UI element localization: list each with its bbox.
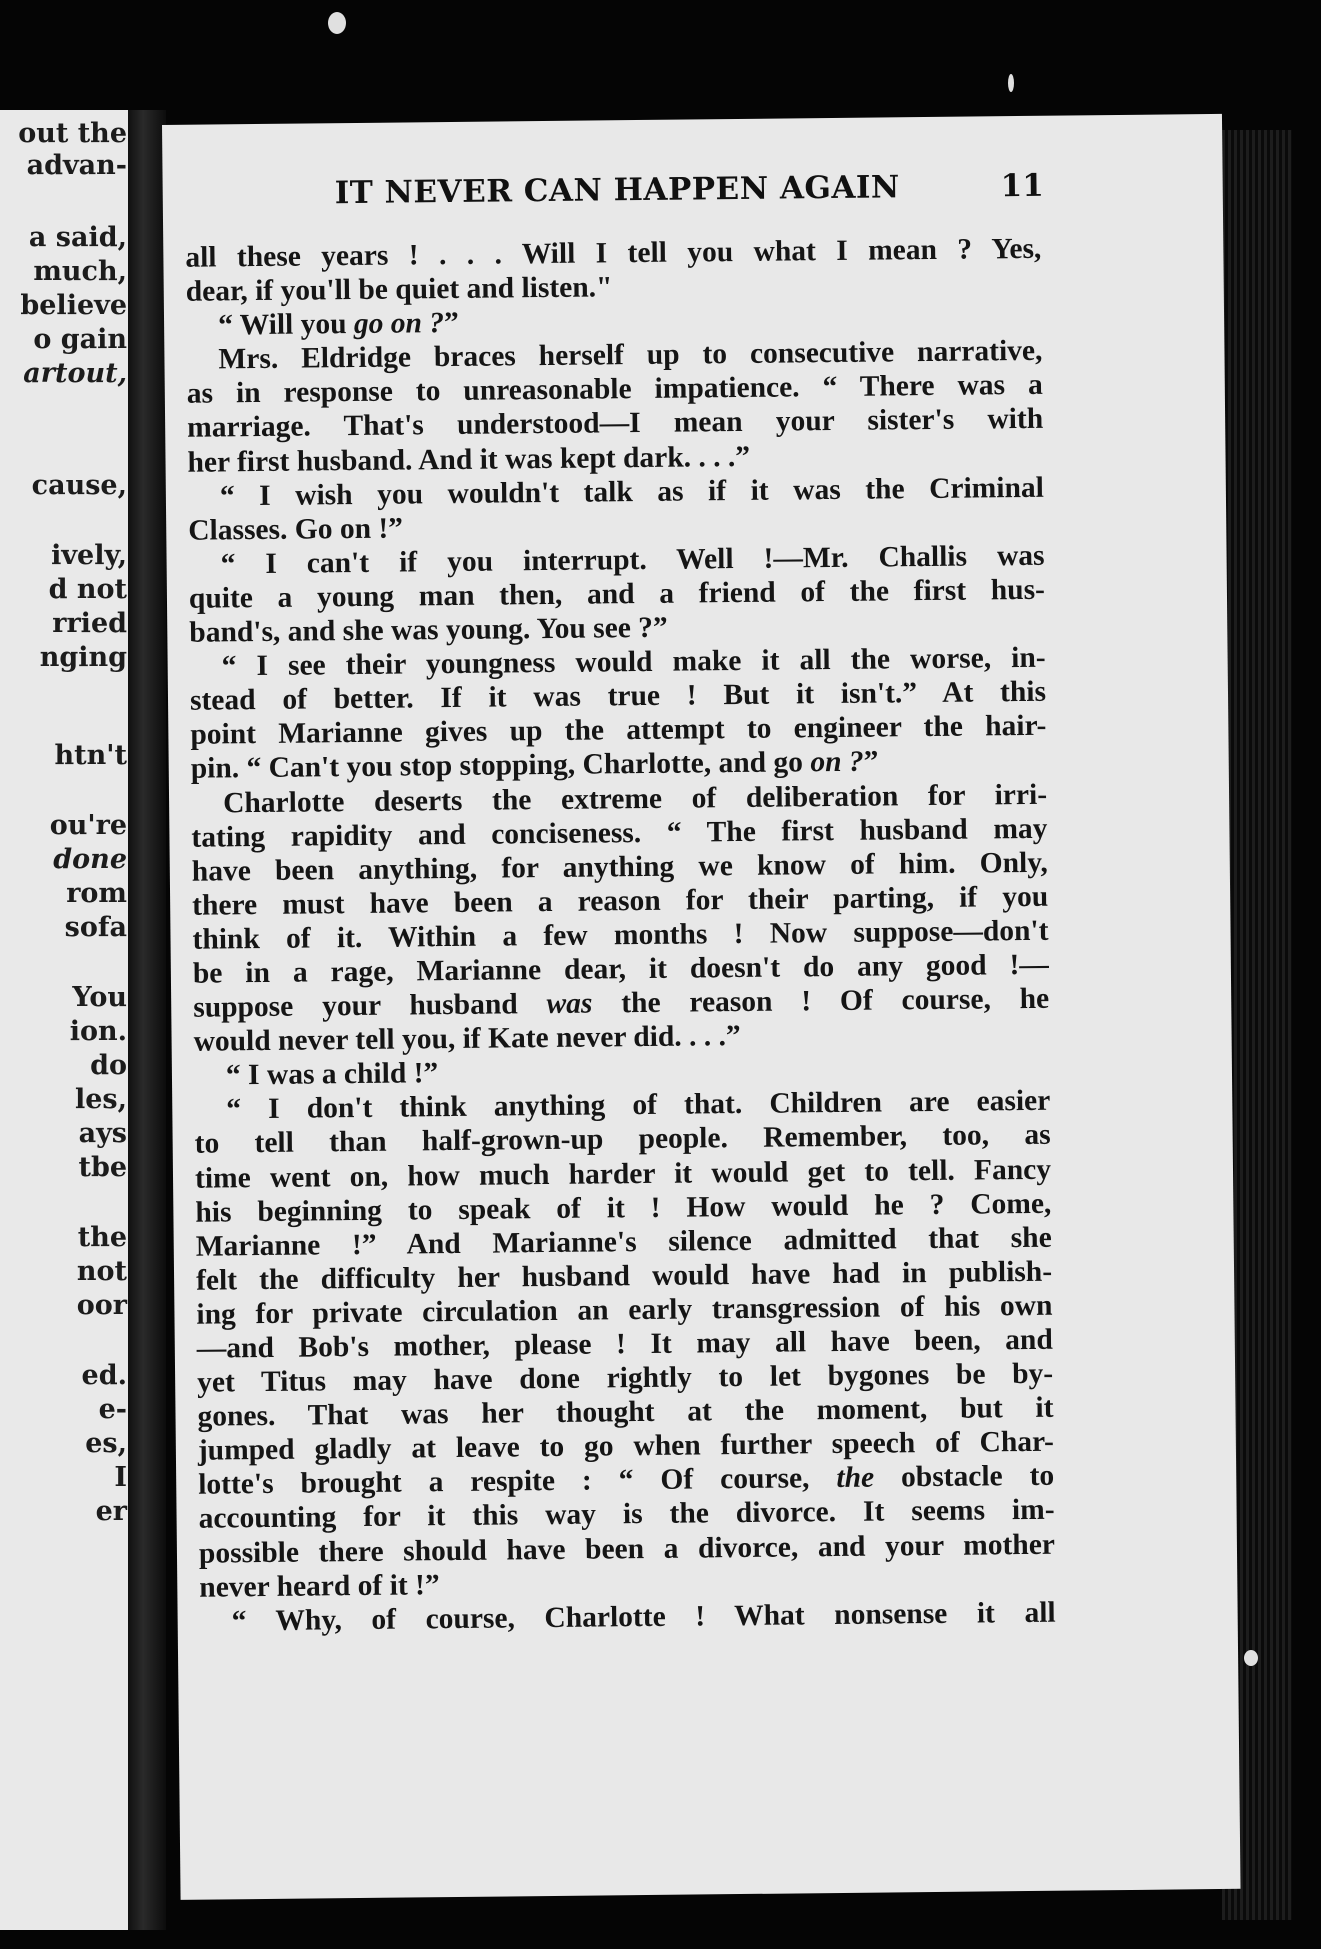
text-run: ing for private circulation an early transgression of his own (196, 1289, 1053, 1331)
text-run: time went on, how much harder it would get to tell. Fancy (194, 1153, 1052, 1195)
text-run: “ I see their youngness would make it all the worse, in- (221, 641, 1046, 683)
text-run: to tell than half-grown-up people. Remember, too, as (194, 1119, 1051, 1161)
left-page-fragment: ed. (81, 1360, 127, 1391)
text-run: stead of better. If it was true ! But it isn't.” At this (189, 675, 1047, 717)
left-page-fragment: not (76, 1256, 127, 1287)
text-run: the reason ! Of course, he (592, 982, 1050, 1020)
left-page-fragment: sofa (64, 912, 127, 943)
text-run: his beginning to speak of it ! How would he ? Come, (195, 1187, 1052, 1229)
text-run: there must have been a reason for their parting, if you (192, 880, 1049, 922)
text-run: as in response to unreasonable impatience. “ There was a (186, 369, 1043, 411)
text-run: Classes. Go on !” (188, 512, 404, 547)
text-run: yet Titus may have done rightly to let bygones be by- (197, 1357, 1054, 1399)
left-page-fragment: d not (48, 574, 127, 605)
text-run: ” (863, 745, 879, 779)
left-page-fragment: believe (20, 290, 127, 321)
left-page-fragment: es, (85, 1428, 127, 1459)
left-page-fragment: artout, (23, 358, 127, 389)
left-page-fragment: advan- (26, 150, 127, 181)
text-run: Mrs. Eldridge braces herself up to consecutive narrative, (218, 335, 1043, 376)
left-page-fragment: I (114, 1462, 127, 1493)
left-page-fragment: cause, (31, 470, 127, 501)
text-run: Marianne !” And Marianne's silence admitted that she (195, 1221, 1052, 1263)
text-run: point Marianne gives up the attempt to engineer the hair- (190, 710, 1047, 752)
book-page (162, 114, 1241, 1900)
text-run: her first husband. And it was kept dark. . . .” (187, 440, 751, 479)
left-page-fragment: er (95, 1496, 127, 1527)
body-text (185, 232, 1056, 1639)
italic-text: was (546, 987, 593, 1021)
text-run: felt the difficulty her husband would have had in publish- (195, 1255, 1053, 1297)
left-page-fragment: much, (33, 256, 127, 287)
text-run: “ Will you (217, 308, 355, 342)
text-run: have been anything, for anything we know of him. Only, (191, 846, 1048, 888)
left-page-fragment: tbe (78, 1152, 127, 1183)
text-run: be in a rage, Marianne dear, it doesn't do any good !— (192, 948, 1050, 990)
left-page-fragment: do (90, 1050, 127, 1081)
left-page-fragment: You (72, 982, 127, 1013)
text-run: possible there should have been a divorce, and your mother (198, 1528, 1056, 1570)
left-page-fragment: nging (39, 642, 127, 673)
left-page-fragment: o gain (33, 324, 127, 355)
text-run: Charlotte deserts the extreme of deliberation for irri- (222, 778, 1048, 819)
italic-text: the (836, 1461, 875, 1495)
previous-page (0, 110, 133, 1930)
page-number: 11 (1000, 167, 1045, 205)
text-run: never heard of it !” (199, 1568, 440, 1604)
text-run: “ I don't think anything of that. Children are easier (226, 1085, 1051, 1126)
running-header: IT NEVER CAN HAPPEN AGAIN (334, 169, 900, 212)
scan-speck (328, 12, 346, 34)
text-run: pin. “ Can't you stop stopping, Charlotte, and go (190, 746, 811, 786)
text-run: would never tell you, if Kate never did. . . .” (193, 1020, 741, 1058)
left-page-fragment: out the (18, 118, 127, 149)
left-page-fragment: rom (66, 878, 127, 909)
text-run: marriage. That's understood—I mean your sister's with (187, 403, 1044, 445)
left-page-fragment: ays (78, 1118, 127, 1149)
text-run: “ Why, of course, Charlotte ! What nonsense it all (231, 1596, 1056, 1638)
left-page-fragment: ou're (49, 810, 127, 841)
scan-speck (1008, 74, 1014, 92)
text-run: jumped gladly at leave to go when further speech of Char- (197, 1426, 1055, 1467)
left-page-fragment: ively, (51, 540, 127, 571)
left-page-fragment: e- (98, 1394, 127, 1425)
text-run: “ I wish you wouldn't talk as if it was the Criminal (219, 471, 1045, 513)
text-run: suppose your husband (193, 988, 547, 1024)
italic-text: on ? (810, 746, 864, 779)
italic-text: go on ? (353, 307, 445, 341)
left-page-fragment: done (53, 844, 127, 875)
book-gutter (128, 110, 166, 1930)
left-page-fragment: les, (74, 1084, 127, 1115)
text-run: tating rapidity and conciseness. “ The first husband may (191, 812, 1048, 854)
text-run: accounting for it this way is the divorce. It seems im- (198, 1494, 1055, 1536)
text-run: all these years ! . . . Will I tell you what I mean ? Yes, (185, 232, 1042, 274)
left-page-fragment: htn't (54, 740, 127, 771)
left-page-fragment: a said, (28, 222, 127, 253)
text-run: gones. That was her thought at the moment, but it (197, 1391, 1054, 1433)
text-run: “ I was a child !” (225, 1057, 439, 1092)
text-run: band's, and she was young. You see ?” (189, 611, 668, 649)
text-run: lotte's brought a respite : “ Of course, (198, 1462, 837, 1502)
text-run: “ I can't if you interrupt. Well !—Mr. Challis was (220, 539, 1045, 581)
scan-speck (1244, 1650, 1258, 1666)
text-run: ” (443, 307, 459, 340)
left-page-fragment: the (77, 1222, 127, 1253)
left-page-fragment: ion. (69, 1016, 127, 1047)
text-run: quite a young man then, and a friend of the first hus- (188, 573, 1046, 615)
left-page-fragment: oor (76, 1290, 127, 1321)
text-run: think of it. Within a few months ! Now suppose—don't (192, 914, 1049, 956)
text-run: obstacle to (873, 1460, 1055, 1494)
text-run: dear, if you'll be quiet and listen." (185, 271, 613, 308)
text-run: —and Bob's mother, please ! It may all have been, and (196, 1323, 1053, 1365)
left-page-fragment: rried (52, 608, 127, 639)
